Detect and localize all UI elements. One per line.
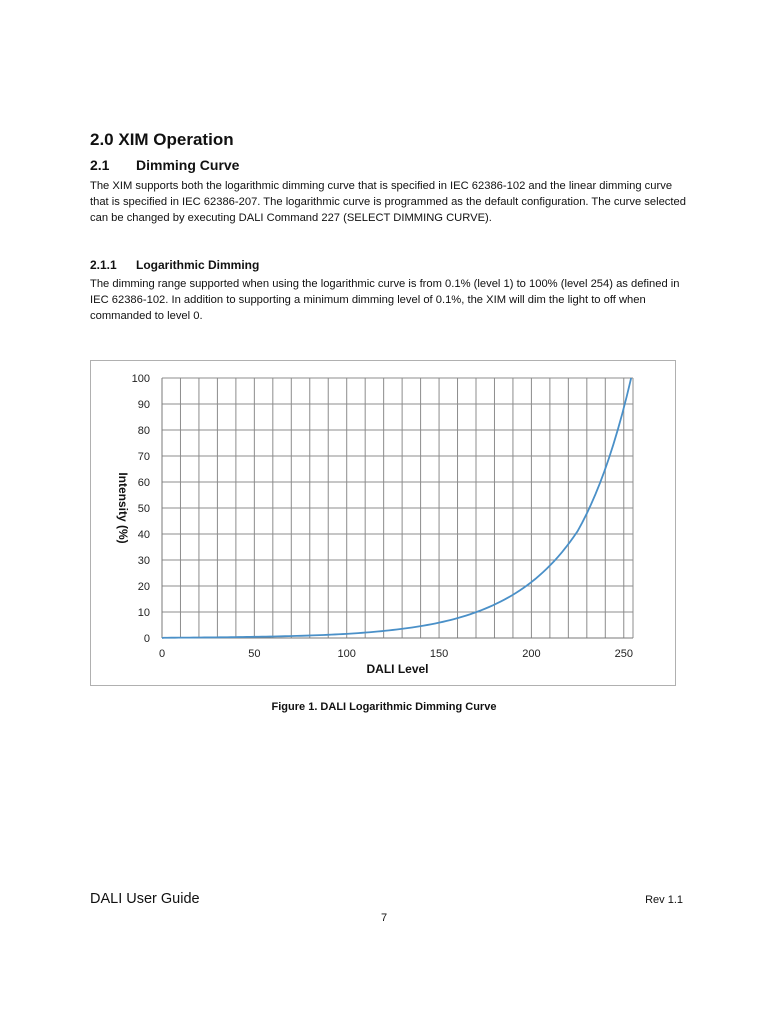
x-tick-label: 50 bbox=[248, 648, 261, 660]
y-tick-label: 30 bbox=[137, 555, 150, 567]
subsection-heading bbox=[90, 157, 239, 173]
y-tick-label: 60 bbox=[137, 477, 150, 489]
subsection-number: 2.1 bbox=[90, 157, 110, 173]
subsubsection-title: Logarithmic Dimming bbox=[136, 258, 260, 272]
y-tick-label: 0 bbox=[143, 633, 150, 645]
subsubsection-number: 2.1.1 bbox=[90, 258, 117, 272]
figure-caption: Figure 1. DALI Logarithmic Dimming Curve bbox=[271, 701, 497, 713]
x-axis-title: DALI Level bbox=[366, 662, 429, 676]
intro-paragraph: The XIM supports both the logarithmic dimming curve that is specified in IEC 62386-102 and the linear dimming curve that is specified in IEC 62386-207. The logarithmic curve is programmed as the default configuration. The curve selected can be changed by executing DALI Command 227 (SELECT DIMMING CURVE). bbox=[90, 180, 686, 225]
y-axis-title: Intensity (%) bbox=[116, 472, 130, 544]
log-dimming-paragraph: The dimming range supported when using the logarithmic curve is from 0.1% (level 1) to 100% (level 254) as defined in IEC 62386-102. In addition to supporting a minimum dimming level of 0.1%, the XIM will dim the light to off when commanded to level 0. bbox=[90, 278, 680, 323]
x-tick-label: 150 bbox=[429, 648, 449, 660]
y-tick-label: 10 bbox=[137, 607, 150, 619]
y-tick-label: 80 bbox=[137, 425, 150, 437]
y-tick-label: 90 bbox=[137, 399, 150, 411]
section-heading: 2.0 XIM Operation bbox=[90, 130, 234, 149]
footer-revision: Rev 1.1 bbox=[645, 894, 683, 906]
dimming-curve-chart bbox=[91, 361, 677, 687]
chart-frame bbox=[90, 360, 676, 686]
subsection-title: Dimming Curve bbox=[136, 157, 240, 173]
y-tick-label: 100 bbox=[131, 373, 150, 385]
y-tick-label: 70 bbox=[137, 451, 150, 463]
footer-title: DALI User Guide bbox=[90, 891, 200, 907]
page-number: 7 bbox=[380, 912, 388, 924]
y-tick-label: 50 bbox=[137, 503, 150, 515]
x-tick-label: 200 bbox=[522, 648, 541, 660]
x-tick-label: 100 bbox=[337, 648, 356, 660]
y-tick-label: 40 bbox=[137, 529, 150, 541]
subsubsection-heading bbox=[90, 258, 259, 272]
x-tick-label: 250 bbox=[614, 648, 633, 660]
y-tick-label: 20 bbox=[137, 581, 150, 593]
x-tick-label: 0 bbox=[158, 648, 166, 660]
